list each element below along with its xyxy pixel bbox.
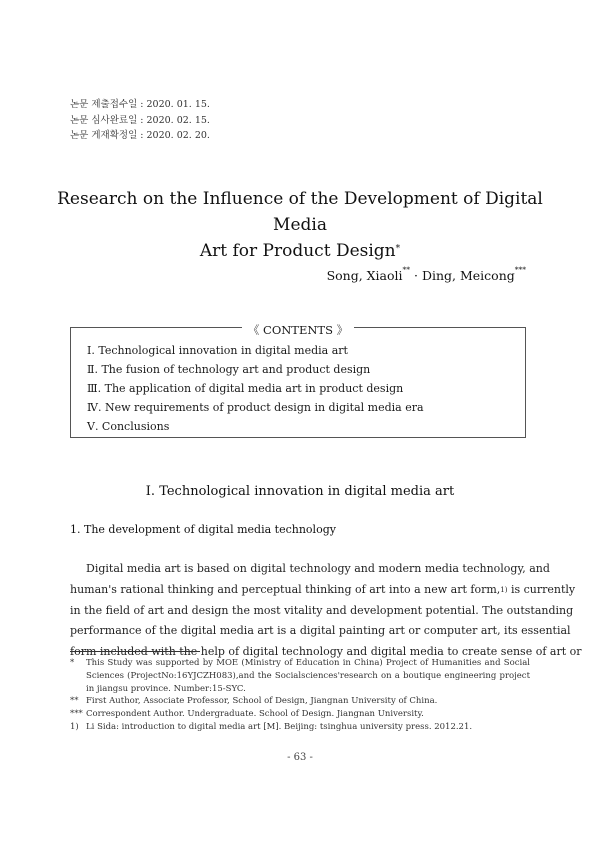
footnote-text: Correspondent Author. Undergraduate. School of Design. Jiangnan University. bbox=[86, 709, 424, 720]
page-number: - 63 - bbox=[287, 752, 313, 763]
footnotes bbox=[70, 657, 530, 734]
footnote bbox=[70, 721, 530, 734]
contents-box bbox=[70, 323, 526, 438]
footnote-mark: ** bbox=[70, 696, 79, 707]
title-line-1: Research on the Influence of the Development of Digital Media bbox=[57, 189, 543, 235]
date-reviewed: 논문 심사완료일 : 2020. 02. 15. bbox=[70, 114, 210, 126]
footnote-mark: 1) bbox=[70, 721, 79, 732]
date-accepted: 논문 게재확정일 : 2020. 02. 20. bbox=[70, 130, 210, 141]
author-second-mark: *** bbox=[514, 265, 526, 274]
footnote bbox=[70, 708, 530, 721]
contents-heading: 《 CONTENTS 》 bbox=[242, 323, 354, 337]
footnote-ref: 1) bbox=[500, 585, 508, 594]
contents-list bbox=[87, 341, 424, 436]
subsection-heading: 1. The development of digital media technology bbox=[70, 523, 336, 536]
footnote bbox=[70, 657, 530, 695]
author-second: Ding, Meicong bbox=[421, 268, 515, 283]
paragraph-line: human's rational thinking and perceptual thinking of art into a new art form,$^{1)}$ is currently bbox=[70, 582, 576, 596]
paragraph-line: Digital media art is based on digital technology and modern media technology, and bbox=[86, 562, 550, 575]
author-first: Song, Xiaoli bbox=[326, 268, 403, 283]
toc-item: Ⅳ. New requirements of product design in digital media era bbox=[87, 401, 424, 414]
toc-item: Ⅰ. Technological innovation in digital media art bbox=[87, 344, 348, 357]
paper-title bbox=[40, 186, 560, 264]
title-line-2: Art for Product Design* bbox=[199, 241, 401, 261]
title-footnote-mark: * bbox=[395, 244, 401, 254]
footnote-text: Li Sida: introduction to digital media art [M]. Beijing: tsinghua university press. 2012.21. bbox=[86, 721, 473, 732]
author-line bbox=[326, 265, 526, 283]
toc-item: Ⅴ. Conclusions bbox=[87, 420, 170, 433]
paragraph-line: performance of the digital media art is a digital painting art or computer art, its essential bbox=[70, 624, 571, 638]
submission-dates bbox=[70, 97, 210, 144]
author-separator: · bbox=[410, 268, 422, 283]
footnote-divider bbox=[70, 651, 200, 652]
paragraph-line: form included with the help of digital technology and digital media to create sense of art or bbox=[70, 645, 582, 659]
footnote-mark: *** bbox=[70, 709, 83, 720]
body-paragraph bbox=[70, 559, 582, 663]
date-received: 논문 제출접수일 : 2020. 01. 15. bbox=[70, 99, 210, 110]
toc-item: Ⅲ. The application of digital media art in product design bbox=[87, 382, 404, 395]
section-heading: Ⅰ. Technological innovation in digital media art bbox=[145, 484, 455, 499]
footnote-text: This Study was supported by MOE (Ministry of Education in China) Project of Humanities and Social Sciences (ProjectNo:16YJCZH083),and the Socialsciences'research on a boutique engineering project in jiangsu province. Number:15-SYC. bbox=[86, 658, 530, 694]
footnote-text: First Author, Associate Professor, School of Design, Jiangnan University of China. bbox=[86, 696, 438, 707]
footnote-mark: * bbox=[70, 658, 75, 668]
toc-item: Ⅱ. The fusion of technology art and product design bbox=[87, 363, 371, 376]
footnote bbox=[70, 695, 530, 708]
paragraph-line: in the field of art and design the most vitality and development potential. The outstanding bbox=[70, 603, 574, 617]
author-first-mark: ** bbox=[402, 265, 411, 274]
